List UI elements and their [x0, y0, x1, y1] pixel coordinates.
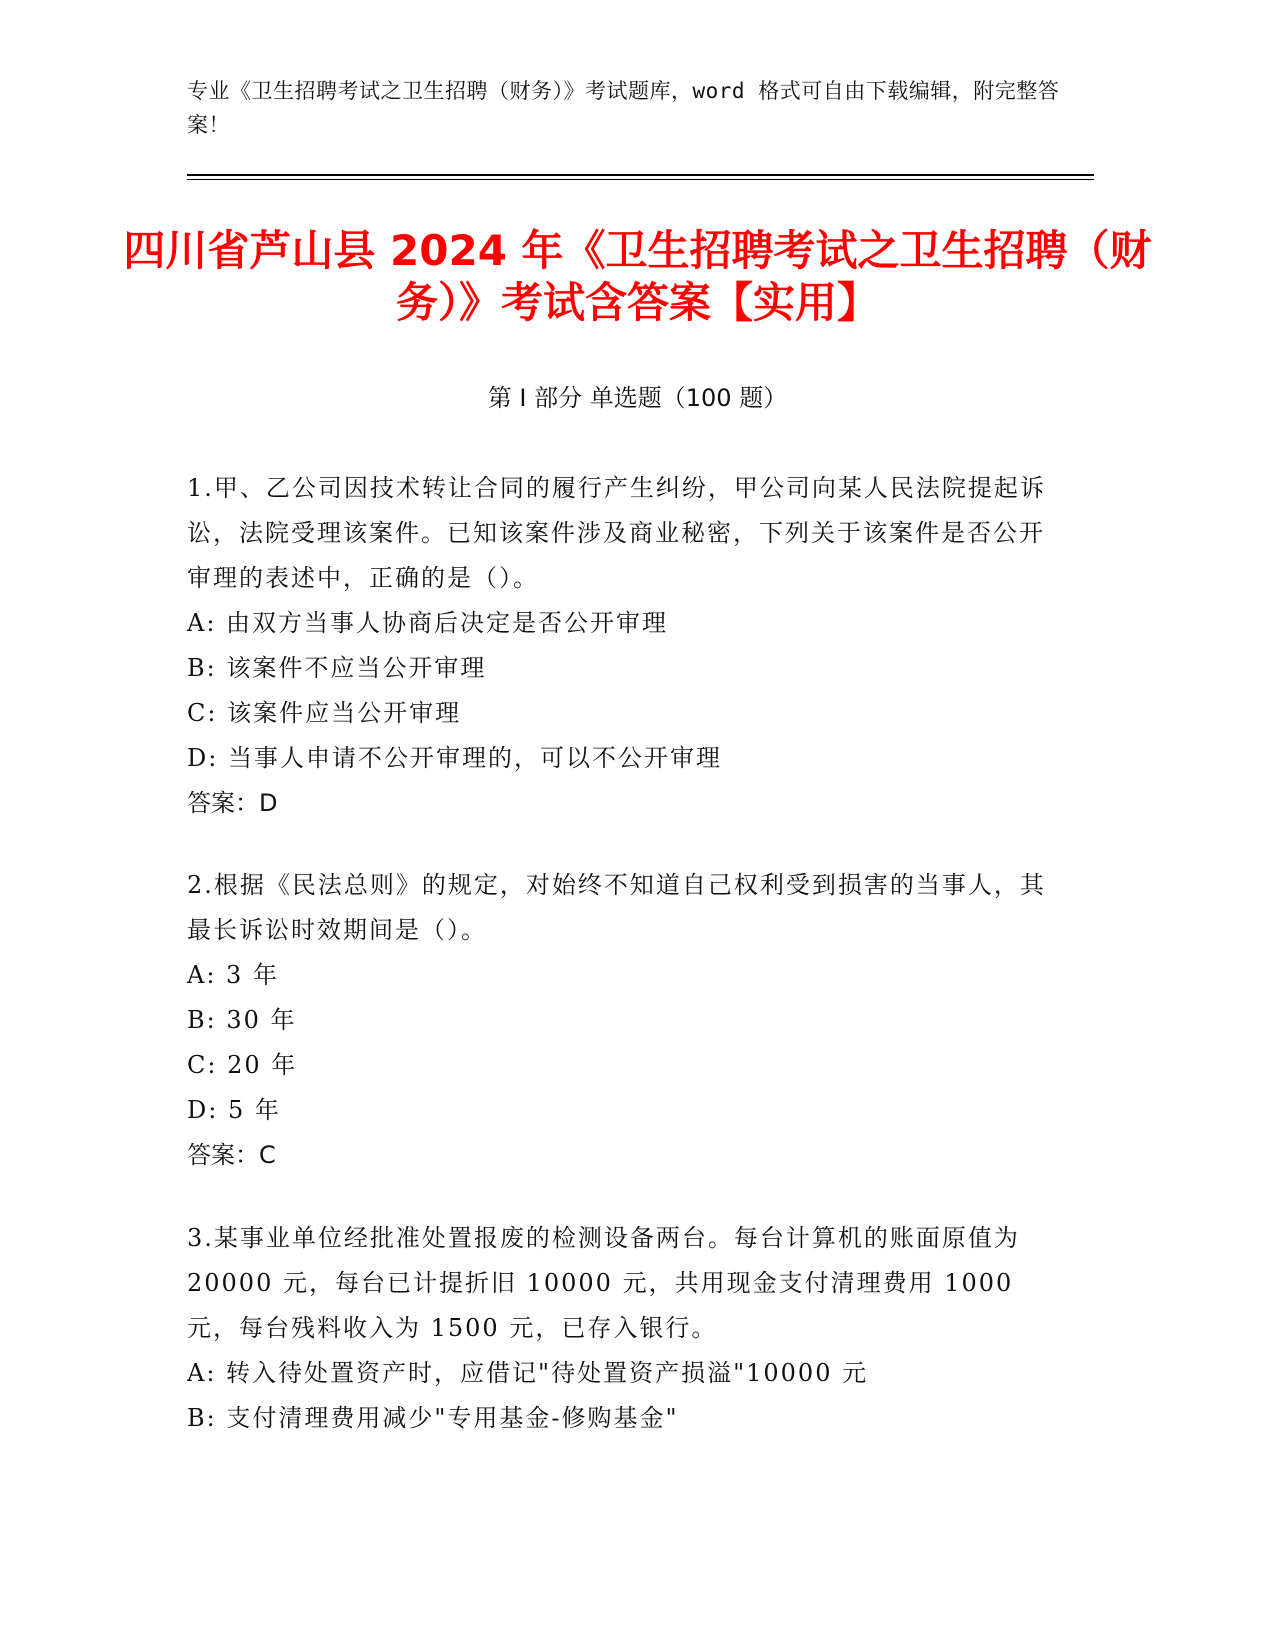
option-b: B: 30 年	[187, 1006, 297, 1034]
question-2	[187, 863, 1067, 1178]
header-divider-thin	[187, 179, 1094, 180]
question-3	[187, 1216, 1067, 1441]
section-title: 第 I 部分 单选题（100 题）	[487, 384, 788, 412]
option-b: B: 支付清理费用减少"专用基金-修购基金"	[187, 1404, 679, 1432]
answer: 答案：D	[187, 789, 278, 817]
option-d: D: 5 年	[187, 1096, 281, 1124]
answer: 答案：C	[187, 1141, 276, 1169]
option-d: D: 当事人申请不公开审理的，可以不公开审理	[187, 744, 722, 772]
option-a: A: 由双方当事人协商后决定是否公开审理	[187, 609, 669, 637]
option-b: B: 该案件不应当公开审理	[187, 654, 487, 682]
question-stem: 2.根据《民法总则》的规定，对始终不知道自己权利受到损害的当事人，其最长诉讼时效期间是（）。	[187, 871, 1046, 944]
question-stem: 1.甲、乙公司因技术转让合同的履行产生纠纷，甲公司向某人民法院提起诉讼，法院受理该案件。已知该案件涉及商业秘密，下列关于该案件是否公开审理的表述中，正确的是（）。	[187, 474, 1046, 592]
header-note: 专业《卫生招聘考试之卫生招聘（财务）》考试题库，word 格式可自由下载编辑，附完整答案！	[187, 79, 1060, 137]
option-a: A: 3 年	[187, 961, 279, 989]
header-divider-thick	[187, 174, 1094, 176]
question-stem: 3.某事业单位经批准处置报废的检测设备两台。每台计算机的账面原值为 20000 元，每台已计提折旧 10000 元，共用现金支付清理费用 1000 元，每台残料收入为 1500 元，已存入银行。	[187, 1224, 1020, 1342]
option-c: C: 20 年	[187, 1051, 298, 1079]
document-title: 四川省芦山县 2024 年《卫生招聘考试之卫生招聘（财务）》考试含答案【实用】	[123, 226, 1152, 327]
option-c: C: 该案件应当公开审理	[187, 699, 462, 727]
option-a: A: 转入待处置资产时，应借记"待处置资产损溢"10000 元	[187, 1359, 869, 1387]
question-1	[187, 466, 1067, 826]
